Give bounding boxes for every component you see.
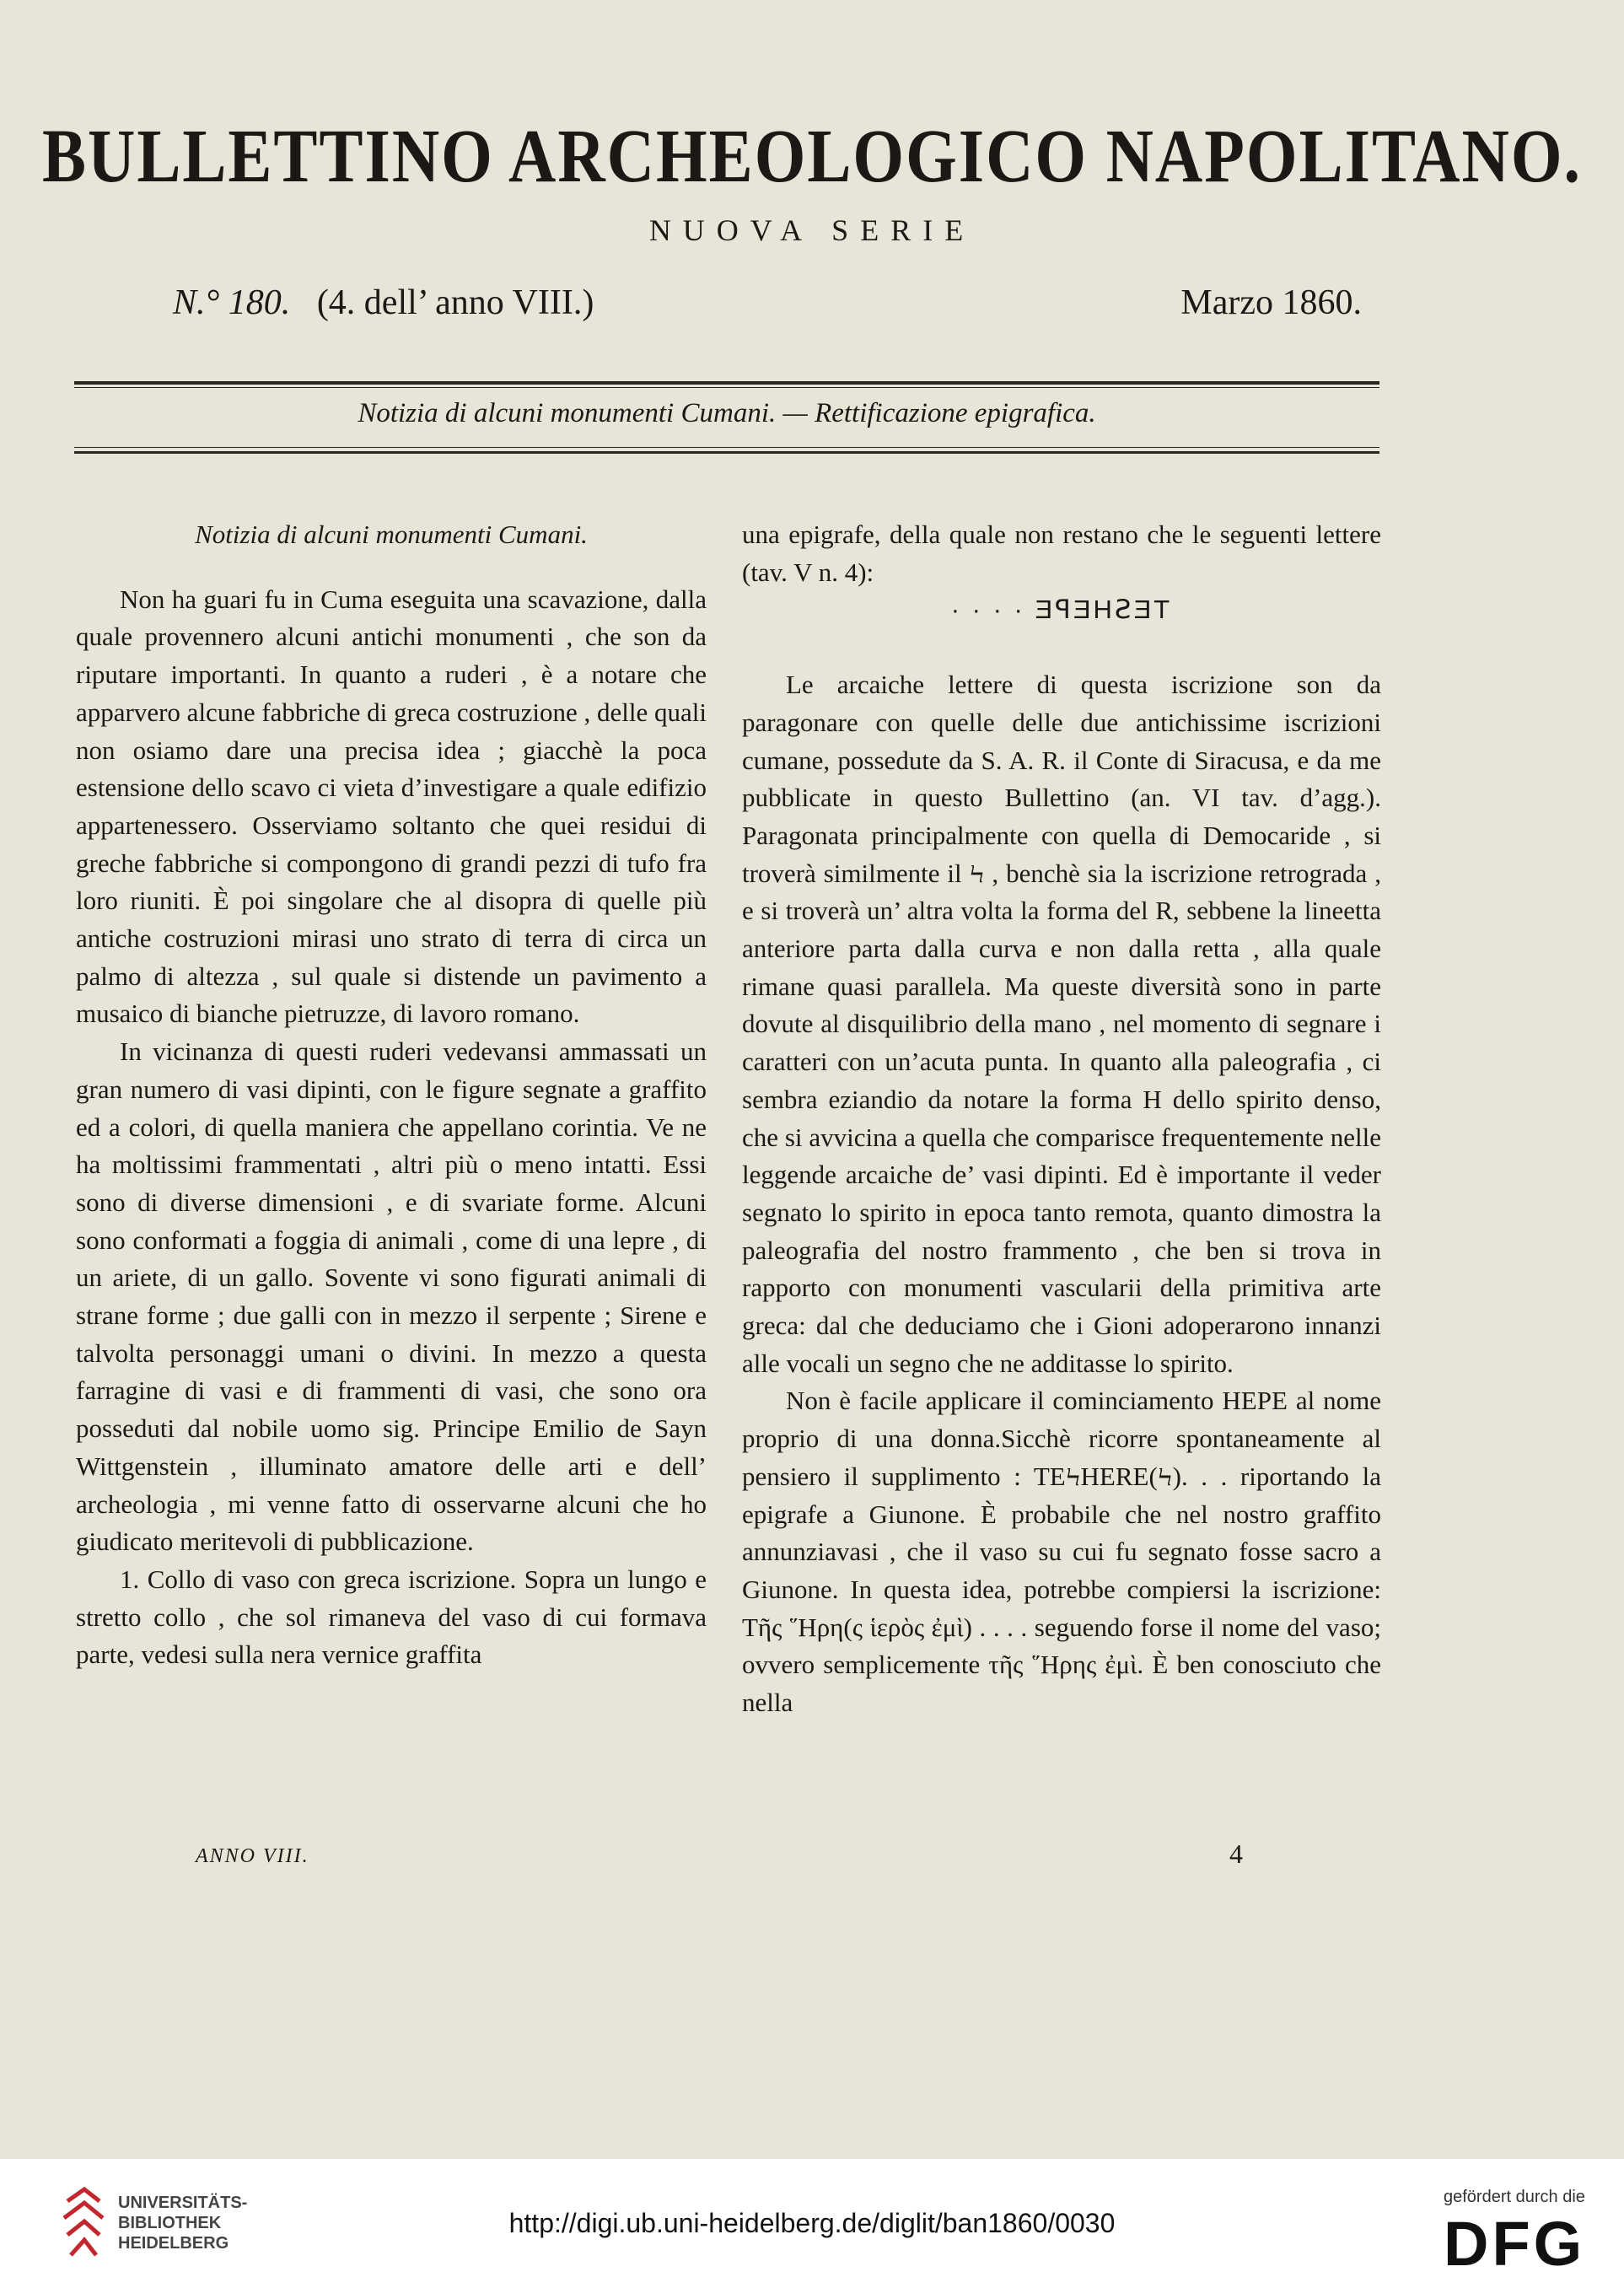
journal-title: BULLETTINO ARCHEOLOGICO NAPOLITANO. — [41, 113, 1583, 198]
divider-rule — [74, 387, 1379, 388]
divider-rule — [74, 451, 1379, 454]
issue-line — [173, 283, 1362, 323]
paragraph: Non è facile applicare il cominciamento HEPE al nome proprio di una donna.Sicchè ricorre spontaneamente al pensiero il supplimento : TEϞHERE(Ϟ). . . riportando la epigrafe a Giunone. È probabile che nel nostro graffito annunziavasi , che il vaso su cui fu segnato fosse sacro a Giunone. In questa idea, potrebbe compiersi la iscrizione: Τῆς ῞Ηρη(ς ἱερὸς ἐμὶ) . . . . seguendo forse il nome del vaso; ovvero semplicemente τῆς ῞Ηρης ἐμὶ. È ben conosciuto che nella — [742, 1386, 1381, 1718]
article-heading: Notizia di alcuni monumenti Cumani. — [195, 520, 588, 549]
divider-rule — [74, 381, 1379, 385]
series-label: NUOVA SERIE — [648, 213, 976, 247]
paragraph: 1. Collo di vaso con greca iscrizione. Sopra un lungo e stretto collo , che sol rimaneva del vaso di cui formava parte, vedesi sulla nera vernice graffita — [76, 1564, 707, 1670]
table-of-contents: Notizia di alcuni monumenti Cumani. — Rettificazione epigrafica. — [358, 398, 1096, 428]
issue-number: N.° 180. — [173, 283, 291, 322]
paragraph: Le arcaiche lettere di questa iscrizione son da paragonare con quelle delle due antichissime iscrizioni cumane, possedute da S. A. R. il Conte di Siracusa, e da me pubblicate in questo Bullettino (an. VI tav. d’agg.). Paragonata principalmente con quella di Democaride , si troverà similmente il Ϟ , benchè sia la iscrizione retrograda , e si troverà un’ altra volta la forma del R, sebbene la lineetta anteriore parta dalla curva e non dalla retta , alla quale rimane quasi parallela. Ma queste diversità sono in parte dovute al disquilibrio della mano , nel momento di segnare i caratteri con un’acuta punta. In quanto alla paleografia , ci sembra eziandio da notare la forma H dello spirito denso, che si avvicina a quella che comparisce frequentemente nelle leggende arcaiche de’ vasi dipinti. Ed è importante il veder segnato lo spirito in epoca tanto remota, quanto dimostra la paleografia del nostro frammento , che ben si trova in rapporto con monumenti vascularii della primitiva arte greca: dal che deduciamo che i Gioni adoperarono innanzi alle vocali un segno che ne additasse lo spirito. — [742, 670, 1381, 1378]
left-column — [76, 516, 707, 1674]
library-footer-bar — [0, 2159, 1624, 2288]
issue-info — [173, 283, 594, 323]
funder-caption: gefördert durch die — [1444, 2188, 1585, 2206]
inscription: · · · · ƎꟼƎHꙄƎT — [950, 595, 1173, 625]
issue-volume: (4. dell’ anno VIII.) — [316, 283, 594, 322]
dfg-logo[interactable]: DFG — [1444, 2209, 1586, 2279]
paragraph: In vicinanza di questi ruderi vedevansi ammassati un gran numero di vasi dipinti, con le figure segnate a graffito ed a colori, di quella maniera che appellano corintia. Ve ne ha moltissimi frammentati , altri più o meno intatti. Essi sono di diverse dimensioni , e di svariate forme. Alcuni sono conformati a foggia di animali , come di una lepre , di un ariete, di un gallo. Sovente vi sono figurati animali di strane forme ; due galli con in mezzo il serpente ; Sirene e talvolta personaggi umani o divini. In mezzo a questa farragine di vasi e di frammenti di vasi, che sono ora posseduti dal nobile uomo sig. Principe Emilio de Sayn Wittgenstein , illuminato amatore delle arti e dell’ archeologia , mi venne fatto di osservarne alcuni che ho giudicato meritevoli di pubblicazione. — [76, 1036, 707, 1557]
divider-rule — [74, 447, 1379, 448]
paragraph: una epigrafe, della quale non restano che le seguenti lettere (tav. V n. 4): — [742, 520, 1381, 587]
permalink-url[interactable]: http://digi.ub.uni-heidelberg.de/diglit/ban1860/0030 — [508, 2208, 1116, 2238]
right-column — [742, 516, 1381, 1722]
page-number: 4 — [1229, 1838, 1243, 1869]
paragraph: Non ha guari fu in Cuma eseguita una scavazione, dalla quale provennero alcuni antichi monumenti , che son da riputare importanti. In quanto a ruderi , è a notare che apparvero alcune fabbriche di greca costruzione , delle quali non osiamo dare una precisa idea ; giacchè la poca estensione dello scavo ci vieta d’investigare a quale edifizio appartenessero. Osserviamo soltanto che quei residui di greche fabbriche si compongono di grandi pezzi di tufo fra loro riuniti. È poi singolare che al disopra di quelle più antiche costruzioni mirasi uno strato di terra di circa un palmo di altezza , sul quale si distende un pavimento a musaico di bianche pietruzze, di lavoro romano. — [76, 584, 707, 1029]
volume-signature: ANNO VIII. — [196, 1845, 309, 1867]
library-name[interactable]: UNIVERSITÄTS- BIBLIOTHEK HEIDELBERG — [118, 2194, 248, 2253]
issue-date: Marzo 1860. — [1180, 283, 1362, 322]
